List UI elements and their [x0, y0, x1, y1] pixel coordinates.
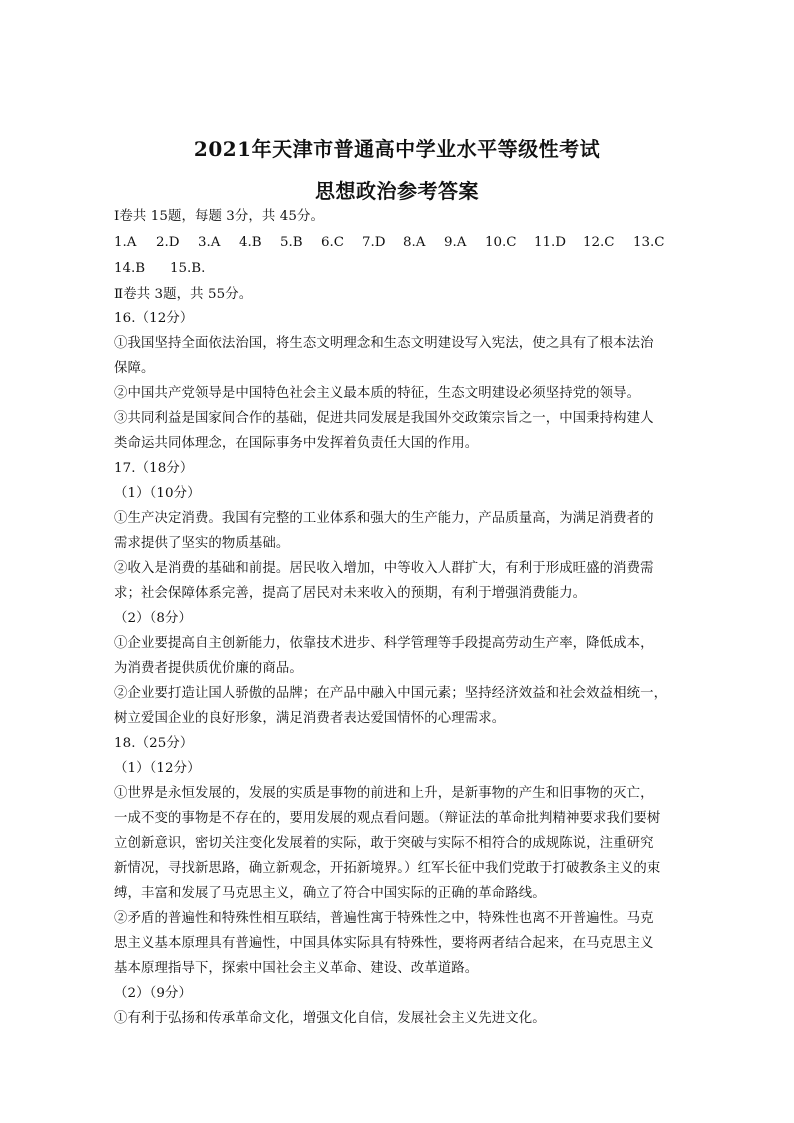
answer-paragraph: 思主义基本原理具有普遍性，中国具体实际具有特殊性，要将两者结合起来，在马克思主义	[114, 936, 654, 951]
answer-paragraph: ③共同利益是国家间合作的基础，促进共同发展是我国外交政策宗旨之一，中国秉持构建人	[114, 411, 654, 426]
subsection-heading: （2）（8分）	[114, 611, 192, 626]
answer-paragraph: 缚，丰富和发展了马克思主义，确立了符合中国实际的正确的革命路线。	[114, 886, 546, 901]
answer-paragraph: 树立爱国企业的良好形象，满足消费者表达爱国情怀的心理需求。	[114, 711, 506, 726]
answer-item: 8.A	[403, 235, 426, 250]
answer-item: 2.D	[156, 235, 180, 250]
answer-paragraph: 需求提供了坚实的物质基础。	[114, 536, 290, 551]
document-subtitle: 思想政治参考答案	[315, 179, 479, 203]
answer-item: 13.C	[633, 235, 665, 250]
section-heading: 17.（18分）	[114, 461, 194, 476]
answer-paragraph: 类命运共同体理念，在国际事务中发挥着负责任大国的作用。	[114, 436, 479, 451]
answer-paragraph: ①有利于弘扬和传承革命文化，增强文化自信，发展社会主义先进文化。	[114, 1011, 546, 1026]
part2-header: Ⅱ卷共 3题，共 55分。	[114, 287, 253, 302]
answer-item: 15.B.	[170, 261, 206, 276]
answer-paragraph: 立创新意识，密切关注变化发展着的实际，敢于突破与实际不相符合的成规陈说，注重研究	[114, 836, 654, 851]
answer-item: 3.A	[198, 235, 221, 250]
answer-paragraph: ②矛盾的普遍性和特殊性相互联结，普遍性寓于特殊性之中，特殊性也离不开普遍性。马克	[114, 911, 654, 926]
answer-paragraph: ②企业要打造让国人骄傲的品牌；在产品中融入中国元素；坚持经济效益和社会效益相统一，	[114, 686, 668, 701]
answer-paragraph: ①我国坚持全面依法治国，将生态文明理念和生态文明建设写入宪法，使之具有了根本法治	[114, 336, 654, 351]
part1-header: Ⅰ卷共 15题，每题 3分，共 45分。	[114, 209, 324, 224]
document-title: 2021年天津市普通高中学业水平等级性考试	[193, 137, 601, 161]
answer-paragraph: ①世界是永恒发展的，发展的实质是事物的前进和上升，是新事物的产生和旧事物的灭亡，	[114, 786, 654, 801]
answer-item: 6.C	[321, 235, 345, 250]
section-heading: 16.（12分）	[114, 311, 194, 326]
answer-item: 10.C	[485, 235, 517, 250]
answer-key	[114, 236, 674, 288]
subsection-heading: （2）（9分）	[114, 986, 192, 1001]
answer-item: 7.D	[362, 235, 386, 250]
subsection-heading: （1）（10分）	[114, 486, 201, 501]
answer-paragraph: 基本原理指导下，探索中国社会主义革命、建设、改革道路。	[114, 961, 479, 976]
section-heading: 18.（25分）	[114, 736, 194, 751]
subsection-heading: （1）（12分）	[114, 761, 201, 776]
answer-row-2	[114, 262, 674, 288]
answer-item: 4.B	[239, 235, 262, 250]
answer-item: 14.B	[114, 261, 146, 276]
answer-paragraph: 一成不变的事物是不存在的，要用发展的观点看问题。（辩证法的革命批判精神要求我们要树	[114, 811, 661, 826]
answer-item: 5.B	[280, 235, 303, 250]
answer-paragraph: ①生产决定消费。我国有完整的工业体系和强大的生产能力，产品质量高，为满足消费者的	[114, 511, 654, 526]
answer-item: 12.C	[583, 235, 615, 250]
answer-item: 1.A	[114, 235, 137, 250]
answer-paragraph: 保障。	[114, 361, 155, 376]
answer-item: 11.D	[534, 235, 567, 250]
answer-paragraph: ①企业要提高自主创新能力，依靠技术进步、科学管理等手段提高劳动生产率，降低成本，	[114, 636, 654, 651]
answer-paragraph: 求；社会保障体系完善，提高了居民对未来收入的预期，有利于增强消费能力。	[114, 586, 587, 601]
answer-paragraph: 新情况，寻找新思路，确立新观念，开拓新境界。）红军长征中我们党敢于打破教条主义的束	[114, 861, 661, 876]
answer-row-1	[114, 236, 674, 262]
answer-paragraph: 为消费者提供质优价廉的商品。	[114, 661, 303, 676]
answer-item: 9.A	[444, 235, 467, 250]
answer-paragraph: ②中国共产党领导是中国特色社会主义最本质的特征，生态文明建设必须坚持党的领导。	[114, 386, 641, 401]
answer-paragraph: ②收入是消费的基础和前提。居民收入增加，中等收入人群扩大，有利于形成旺盛的消费需	[114, 561, 654, 576]
